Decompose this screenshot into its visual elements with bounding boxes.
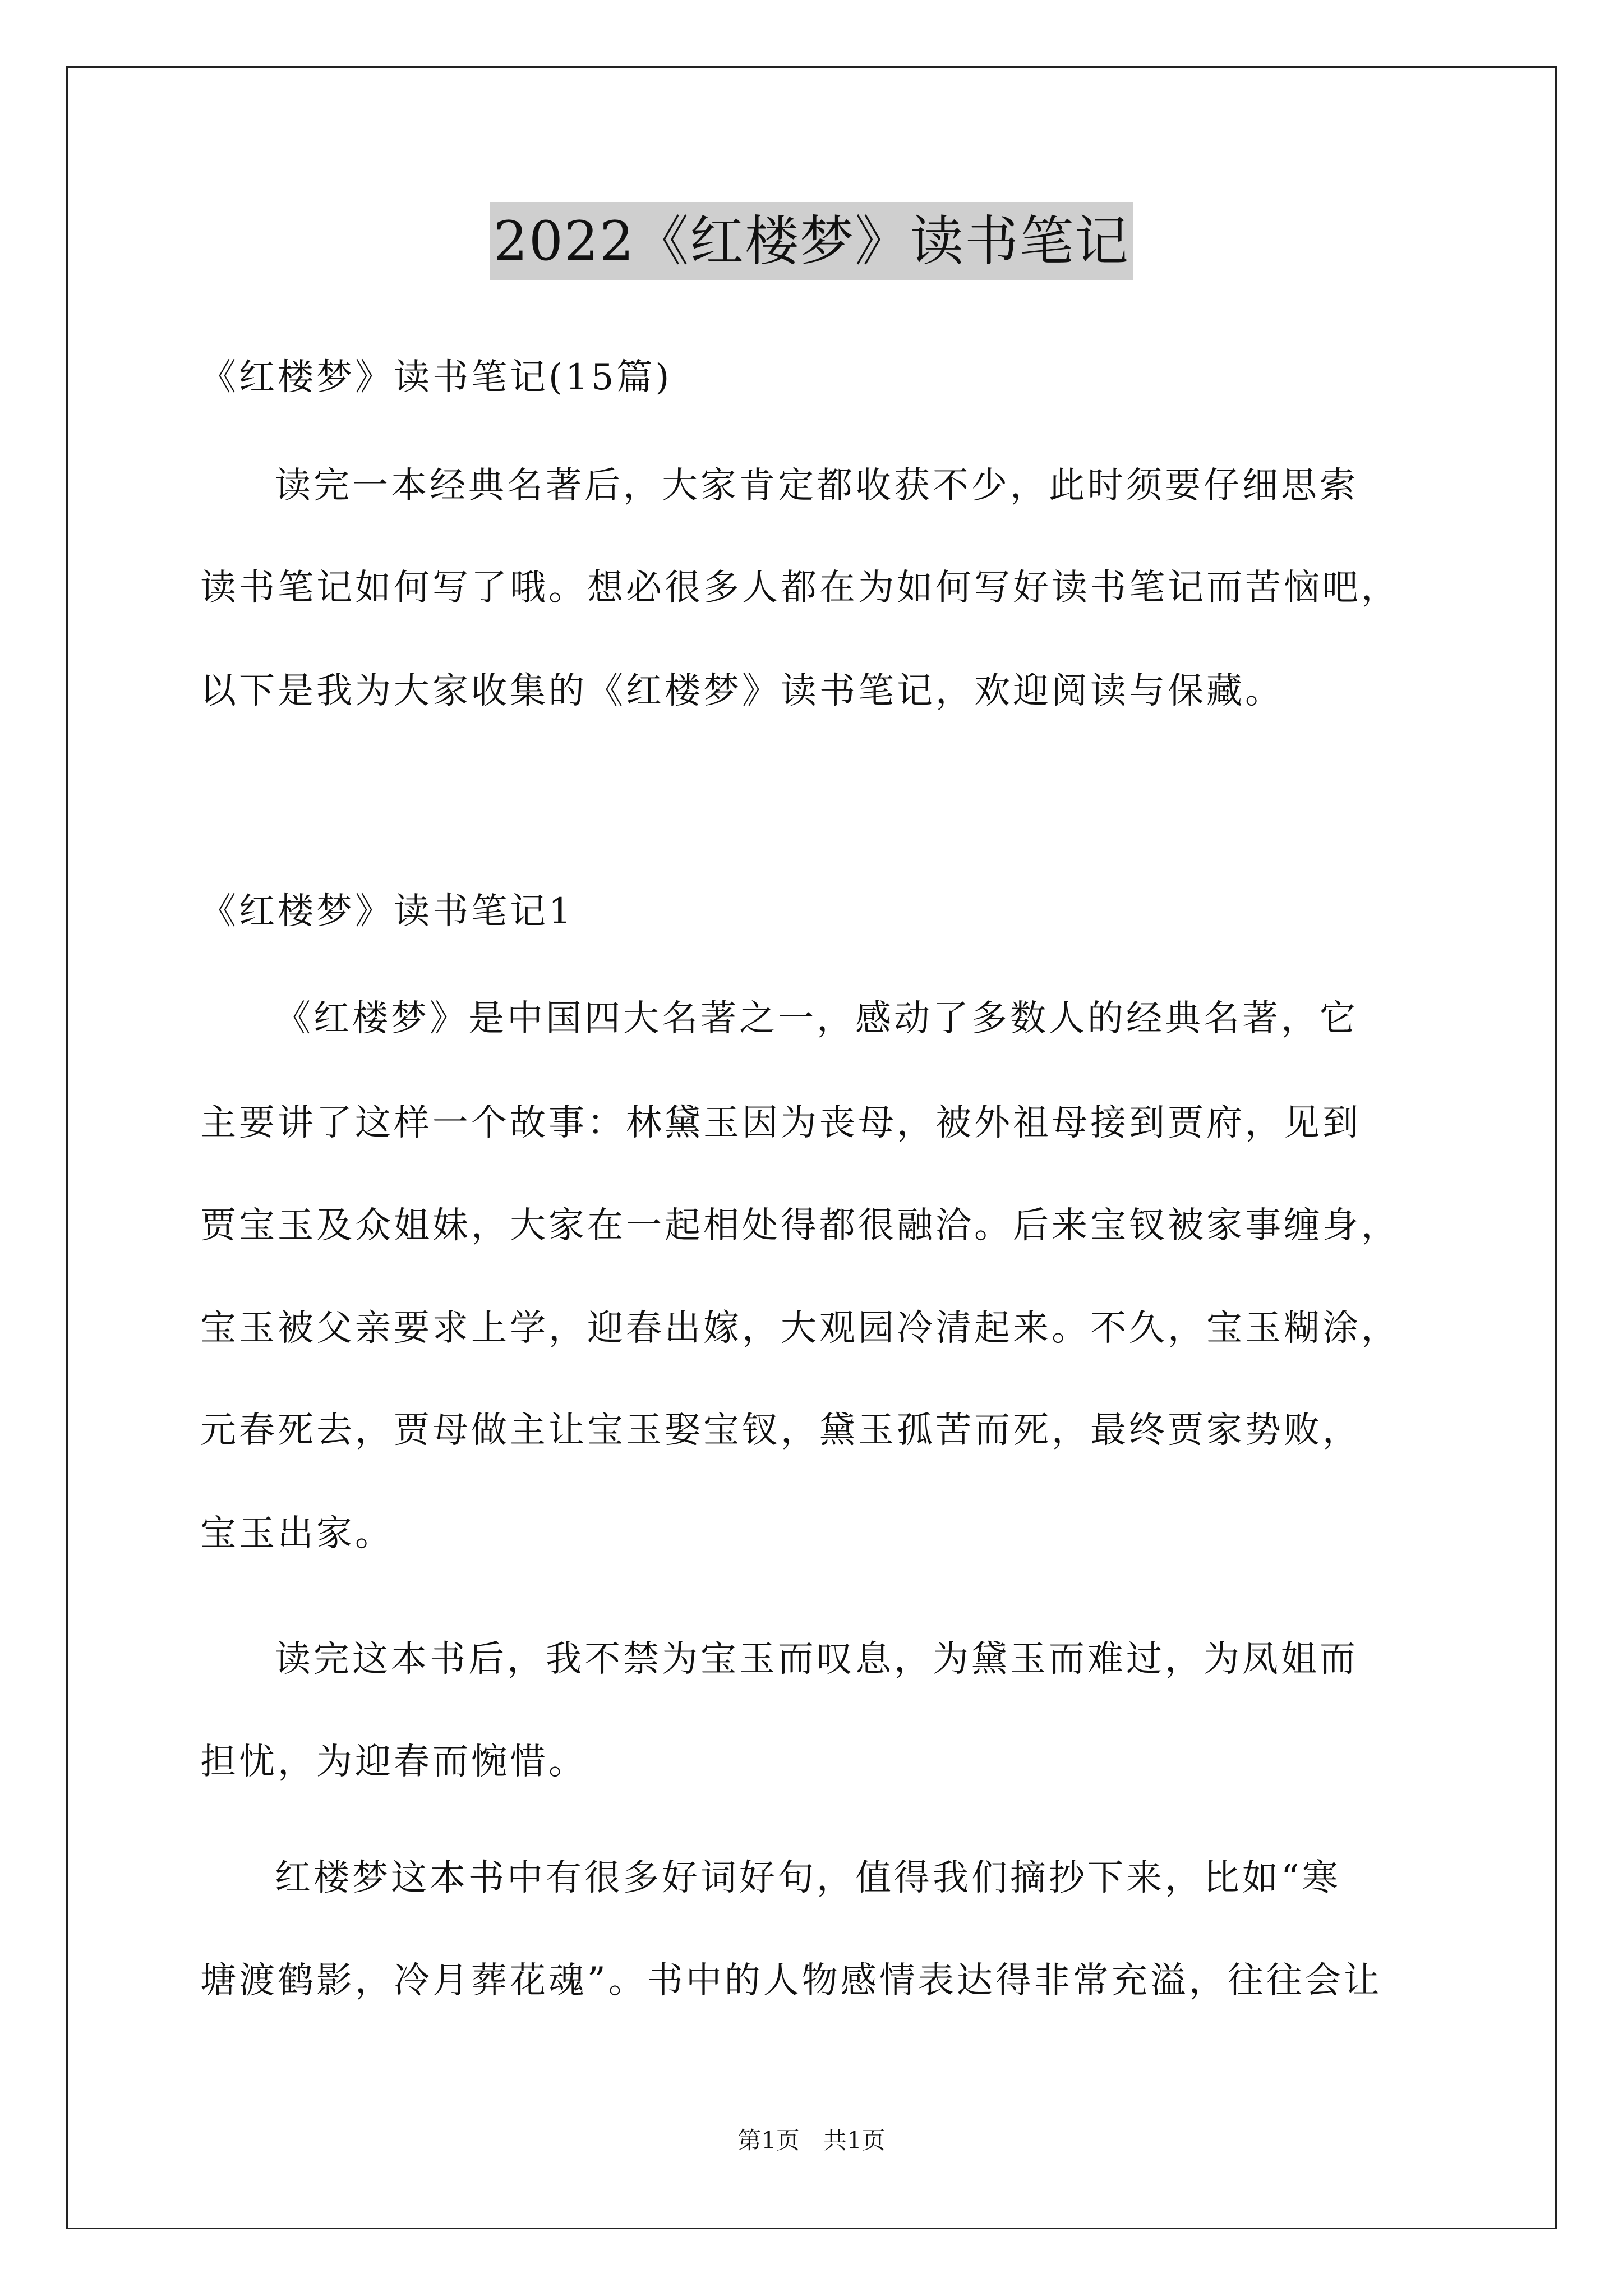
- intro-line: 读书笔记如何写了哦。想必很多人都在为如何写好读书笔记而苦恼吧，: [200, 567, 1400, 609]
- paragraph-line: 红楼梦这本书中有很多好词好句，值得我们摘抄下来，比如“寒: [275, 1857, 1341, 1899]
- paragraph-line: 宝玉出家。: [200, 1513, 394, 1554]
- section-heading: 《红楼梦》读书笔记1: [200, 891, 574, 932]
- paragraph-line: 主要讲了这样一个故事：林黛玉因为丧母，被外祖母接到贾府，见到: [200, 1102, 1361, 1144]
- paragraph-line: 担忧，为迎春而惋惜。: [200, 1741, 587, 1783]
- document-title: 2022《红楼梦》读书笔记: [490, 202, 1133, 280]
- paragraph-line: 塘渡鹤影，冷月葬花魂”。书中的人物感情表达得非常充溢，往往会让: [200, 1960, 1382, 2001]
- paragraph-line: 《红楼梦》是中国四大名著之一，感动了多数人的经典名著，它: [275, 998, 1358, 1039]
- paragraph-line: 贾宝玉及众姐妹，大家在一起相处得都很融洽。后来宝钗被家事缠身，: [200, 1205, 1400, 1246]
- intro-line: 读完一本经典名著后，大家肯定都收获不少，此时须要仔细思索: [275, 465, 1358, 507]
- page-footer: 第1页 共1页: [737, 2127, 886, 2154]
- paragraph-line: 宝玉被父亲要求上学，迎春出嫁，大观园冷清起来。不久，宝玉糊涂，: [200, 1308, 1400, 1349]
- paragraph-line: 元春死去，贾母做主让宝玉娶宝钗，黛玉孤苦而死，最终贾家势败，: [200, 1410, 1361, 1451]
- subtitle: 《红楼梦》读书笔记(15篇): [200, 357, 672, 398]
- title-container: [0, 202, 1623, 280]
- intro-line: 以下是我为大家收集的《红楼梦》读书笔记，欢迎阅读与保藏。: [200, 670, 1284, 712]
- paragraph-line: 读完这本书后，我不禁为宝玉而叹息，为黛玉而难过，为凤姐而: [275, 1639, 1358, 1680]
